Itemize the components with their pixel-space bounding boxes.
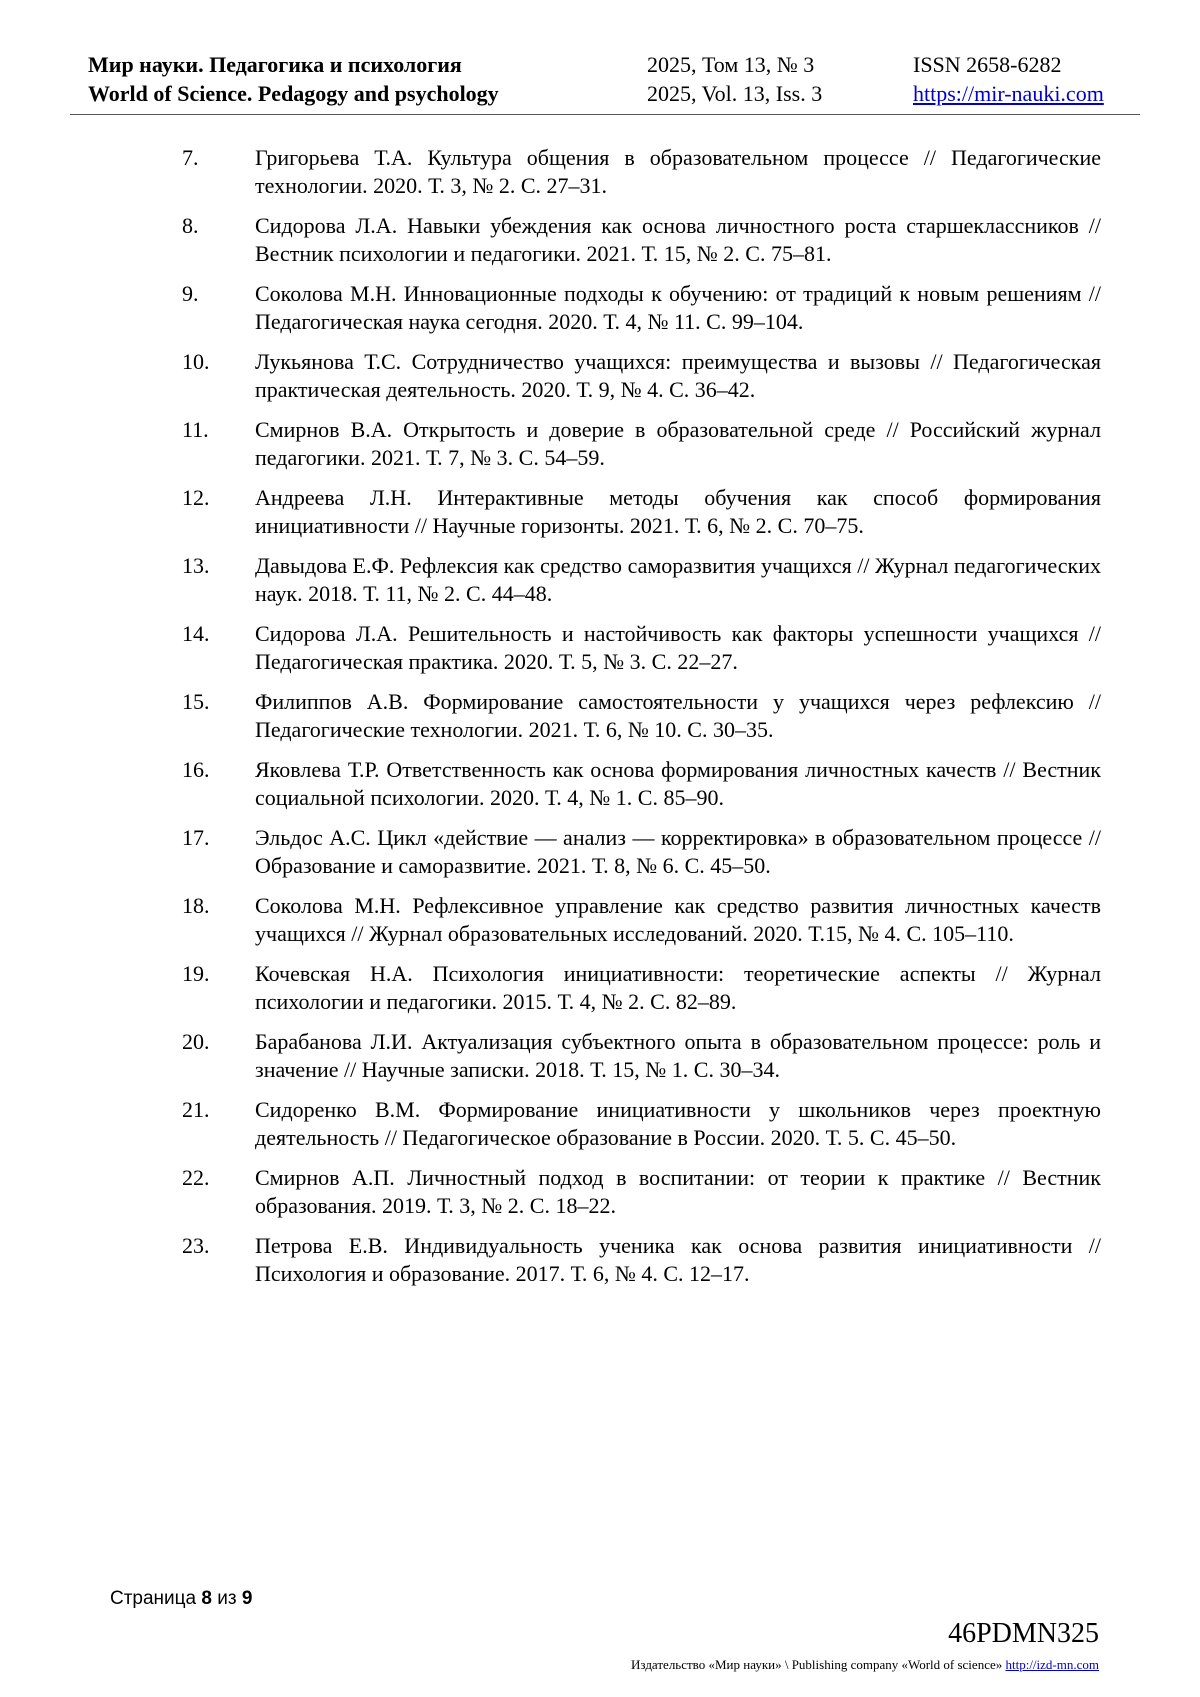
page-label: Страница [110, 1588, 197, 1609]
reference-number: 16. [182, 757, 210, 782]
publisher-link[interactable]: http://izd-mn.com [1005, 1657, 1099, 1672]
reference-number: 15. [182, 689, 210, 714]
reference-text: Яковлева Т.Р. Ответственность как основа формирования личностных качеств // Вестник социальной психологии. 2020. Т. 4, № 1. С. 85–90. [255, 757, 1101, 810]
page-current: 8 [201, 1588, 212, 1609]
reference-text: Петрова Е.В. Индивидуальность ученика как основа развития инициативности // Психология и образование. 2017. Т. 6, № 4. С. 12–17. [255, 1233, 1101, 1286]
page-of: из [217, 1588, 237, 1609]
reference-number: 7. [182, 145, 199, 170]
reference-number: 23. [182, 1233, 210, 1258]
reference-item [0, 1028, 1200, 1084]
journal-title-en: World of Science. Pedagogy and psychology [88, 81, 499, 106]
reference-text: Кочевская Н.А. Психология инициативности: теоретические аспекты // Журнал психологии и педагогики. 2015. Т. 4, № 2. С. 82–89. [255, 961, 1101, 1014]
reference-text: Сидорова Л.А. Навыки убеждения как основа личностного роста старшеклассников // Вестник психологии и педагогики. 2021. Т. 15, № 2. С. 75–81. [255, 213, 1101, 266]
reference-text: Андреева Л.Н. Интерактивные методы обучения как способ формирования инициативности // Научные горизонты. 2021. Т. 6, № 2. С. 70–75. [255, 485, 1101, 538]
reference-text: Барабанова Л.И. Актуализация субъектного опыта в образовательном процессе: роль и значение // Научные записки. 2018. Т. 15, № 1. С. 30–34. [255, 1029, 1101, 1082]
reference-item [0, 756, 1200, 812]
reference-number: 12. [182, 485, 210, 510]
reference-item [0, 280, 1200, 336]
page-header [70, 50, 1140, 115]
page-counter [110, 1588, 252, 1610]
reference-number: 9. [182, 281, 199, 306]
reference-number: 20. [182, 1029, 210, 1054]
issn-number: ISSN 2658-6282 [913, 52, 1062, 77]
reference-text: Соколова М.Н. Инновационные подходы к обучению: от традиций к новым решениям // Педагогическая наука сегодня. 2020. Т. 4, № 11. С. 99–104. [255, 281, 1101, 334]
reference-number: 8. [182, 213, 199, 238]
reference-list [0, 144, 1200, 1300]
reference-text: Григорьева Т.А. Культура общения в образовательном процессе // Педагогические технологии. 2020. Т. 3, № 2. С. 27–31. [255, 145, 1101, 198]
reference-item [0, 960, 1200, 1016]
issn-block [913, 50, 1104, 108]
reference-number: 18. [182, 893, 210, 918]
reference-number: 11. [182, 417, 209, 442]
issue-info-en: 2025, Vol. 13, Iss. 3 [647, 81, 823, 106]
publisher-line [631, 1657, 1099, 1673]
journal-site-link[interactable]: https://mir-nauki.com [913, 81, 1104, 106]
reference-number: 21. [182, 1097, 210, 1122]
journal-title-ru: Мир науки. Педагогика и психология [88, 52, 462, 77]
reference-item [0, 416, 1200, 472]
reference-text: Сидорова Л.А. Решительность и настойчивость как факторы успешности учащихся // Педагогическая практика. 2020. Т. 5, № 3. С. 22–27. [255, 621, 1101, 674]
reference-text: Эльдос А.С. Цикл «действие — анализ — корректировка» в образовательном процессе // Образование и саморазвитие. 2021. Т. 8, № 6. С. 45–50. [255, 825, 1101, 878]
reference-item [0, 552, 1200, 608]
reference-text: Смирнов В.А. Открытость и доверие в образовательной среде // Российский журнал педагогики. 2021. Т. 7, № 3. С. 54–59. [255, 417, 1101, 470]
journal-title [88, 50, 499, 108]
reference-number: 10. [182, 349, 210, 374]
reference-text: Сидоренко В.М. Формирование инициативности у школьников через проектную деятельность // Педагогическое образование в России. 2020. Т. 5. С. 45–50. [255, 1097, 1101, 1150]
reference-number: 13. [182, 553, 210, 578]
reference-item [0, 348, 1200, 404]
reference-number: 17. [182, 825, 210, 850]
reference-item [0, 620, 1200, 676]
reference-item [0, 1096, 1200, 1152]
reference-item [0, 144, 1200, 200]
reference-item [0, 824, 1200, 880]
reference-text: Соколова М.Н. Рефлексивное управление как средство развития личностных качеств учащихся // Журнал образовательных исследований. 2020. Т.15, № 4. С. 105–110. [255, 893, 1101, 946]
reference-text: Давыдова Е.Ф. Рефлексия как средство саморазвития учащихся // Журнал педагогических наук. 2018. Т. 11, № 2. С. 44–48. [255, 553, 1101, 606]
reference-text: Филиппов А.В. Формирование самостоятельности у учащихся через рефлексию // Педагогические технологии. 2021. Т. 6, № 10. С. 30–35. [255, 689, 1101, 742]
reference-number: 22. [182, 1165, 210, 1190]
reference-item [0, 688, 1200, 744]
issue-info [647, 50, 822, 108]
publisher-text: Издательство «Мир науки» \ Publishing company «World of science» [631, 1657, 1003, 1672]
reference-text: Лукьянова Т.С. Сотрудничество учащихся: преимущества и вызовы // Педагогическая практическая деятельность. 2020. Т. 9, № 4. С. 36–42. [255, 349, 1101, 402]
reference-item [0, 1232, 1200, 1288]
reference-item [0, 1164, 1200, 1220]
reference-number: 14. [182, 621, 210, 646]
reference-item [0, 892, 1200, 948]
reference-text: Смирнов А.П. Личностный подход в воспитании: от теории к практике // Вестник образования. 2019. Т. 3, № 2. С. 18–22. [255, 1165, 1101, 1218]
reference-number: 19. [182, 961, 210, 986]
article-code: 46PDMN325 [948, 1618, 1099, 1649]
issue-info-ru: 2025, Том 13, № 3 [647, 52, 815, 77]
reference-item [0, 484, 1200, 540]
page-total: 9 [241, 1588, 253, 1609]
reference-item [0, 212, 1200, 268]
